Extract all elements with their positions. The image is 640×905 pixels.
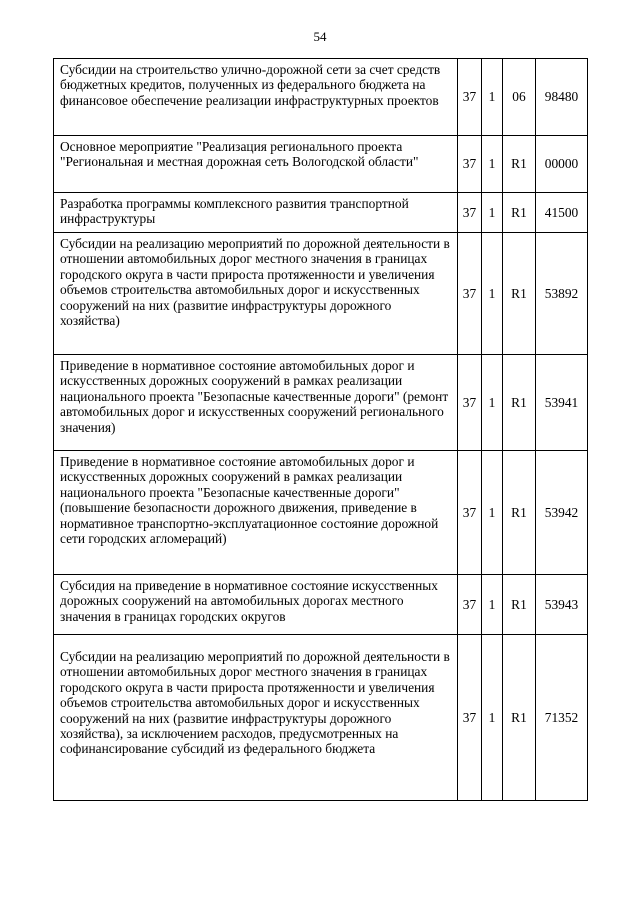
row-description: Субсидии на реализацию мероприятий по дорожной деятельности в отношении автомобильных дорог местного значения в границах городского округа в части прироста протяженности и увеличения объемов строительства автомобильных дорог и искусственных сооружений на них (развитие инфраструктуры дорожного хозяйства) [54,233,458,355]
row-description: Субсидия на приведение в нормативное состояние искусственных дорожных сооружений на автомобильных дорогах местного значения в границах городских округов [54,575,458,635]
event-code: R1 [503,635,536,801]
program-code: 37 [458,136,482,193]
program-code: 37 [458,575,482,635]
program-code: 37 [458,635,482,801]
row-description: Субсидии на реализацию мероприятий по дорожной деятельности в отношении автомобильных дорог местного значения в границах городского округа в части прироста протяженности и увеличения объемов строительства автомобильных дорог и искусственных сооружений на них (развитие инфраструктуры дорожного хозяйства), за исключением расходов, предусмотренных на софинансирование субсидий из федерального бюджета [54,635,458,801]
table-row [54,193,588,233]
event-code: R1 [503,136,536,193]
subprogram-code: 1 [482,193,503,233]
row-description: Приведение в нормативное состояние автомобильных дорог и искусственных дорожных сооружений в рамках реализации национального проекта "Безопасные качественные дороги" (ремонт автомобильных дорог и искусственных сооружений регионального значения) [54,355,458,451]
direction-code: 53942 [536,451,588,575]
event-code: R1 [503,233,536,355]
row-description: Субсидии на строительство улично-дорожной сети за счет средств бюджетных кредитов, полученных из федерального бюджета на финансовое обеспечение реализации инфраструктурных проектов [54,59,458,136]
subprogram-code: 1 [482,233,503,355]
program-code: 37 [458,59,482,136]
row-description: Разработка программы комплексного развития транспортной инфраструктуры [54,193,458,233]
subprogram-code: 1 [482,451,503,575]
subprogram-code: 1 [482,575,503,635]
budget-classification-table [53,58,588,801]
program-code: 37 [458,233,482,355]
program-code: 37 [458,451,482,575]
event-code: R1 [503,575,536,635]
subprogram-code: 1 [482,635,503,801]
event-code: R1 [503,193,536,233]
table-row [54,451,588,575]
subprogram-code: 1 [482,136,503,193]
subprogram-code: 1 [482,355,503,451]
direction-code: 41500 [536,193,588,233]
table-row [54,136,588,193]
direction-code: 00000 [536,136,588,193]
row-description: Приведение в нормативное состояние автомобильных дорог и искусственных дорожных сооружений в рамках реализации национального проекта "Безопасные качественные дороги" (повышение безопасности дорожного движения, приведение в нормативное транспортно-эксплуатационное состояние дорожной сети городских агломераций) [54,451,458,575]
direction-code: 53941 [536,355,588,451]
table-row [54,635,588,801]
direction-code: 98480 [536,59,588,136]
event-code: R1 [503,355,536,451]
program-code: 37 [458,355,482,451]
table-row [54,355,588,451]
subprogram-code: 1 [482,59,503,136]
event-code: 06 [503,59,536,136]
row-description: Основное мероприятие "Реализация регионального проекта "Региональная и местная дорожная сеть Вологодской области" [54,136,458,193]
table-row [54,575,588,635]
table-row [54,59,588,136]
table-row [54,233,588,355]
direction-code: 53943 [536,575,588,635]
event-code: R1 [503,451,536,575]
direction-code: 71352 [536,635,588,801]
direction-code: 53892 [536,233,588,355]
page-number: 54 [313,29,327,44]
program-code: 37 [458,193,482,233]
